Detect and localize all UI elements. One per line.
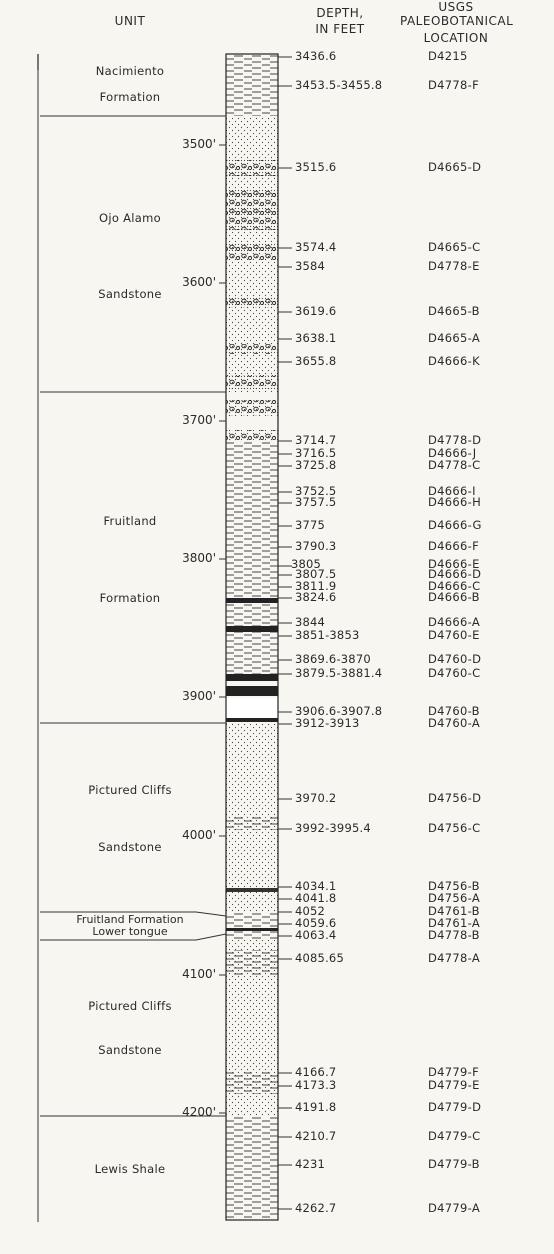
sample-location: D4778-D [428, 433, 482, 447]
sample-location: D4761-A [428, 916, 480, 930]
sample-location: D4761-B [428, 904, 480, 918]
sample-location: D4756-C [428, 821, 481, 835]
sample-location: D4665-A [428, 331, 480, 345]
unit-header: UNIT [114, 14, 146, 28]
depth-tick-label: 4100' [182, 967, 216, 981]
unit-label-ojo-alamo-sandstone: Sandstone [98, 287, 162, 301]
depth-tick-marks [219, 145, 226, 1113]
sample-location: D4779-E [428, 1078, 480, 1092]
sample-depth: 3992-3995.4 [295, 821, 371, 835]
sample-leader-lines [278, 57, 292, 1209]
depth-tick-label: 3600' [182, 275, 216, 289]
sample-depth: 3716.5 [295, 446, 337, 460]
unit-label-nacimiento: Nacimiento [95, 64, 165, 78]
sample-location: D4666-A [428, 615, 480, 629]
sample-depth: 3807.5 [295, 567, 337, 581]
sample-depth: 3775 [295, 518, 326, 532]
sample-depth: 3619.6 [295, 304, 337, 318]
sample-depth: 3515.6 [295, 160, 337, 174]
sample-location: D4666-H [428, 495, 482, 509]
sample-location: D4756-D [428, 791, 482, 805]
sample-location: D4666-J [428, 446, 477, 460]
unit-label-fruitland-lower-tongue-1: Fruitland Formation [76, 913, 184, 926]
sample-location: D4215 [428, 49, 468, 63]
sample-depth: 4059.6 [295, 916, 337, 930]
depth-tick-label: 3700' [182, 413, 216, 427]
sample-location: D4779-A [428, 1201, 480, 1215]
sample-location: D4778-E [428, 259, 480, 273]
depth-tick-label: 3900' [182, 689, 216, 703]
sample-depth: 3805 [291, 557, 322, 571]
sample-location: D4778-A [428, 951, 480, 965]
sample-location: D4666-G [428, 518, 482, 532]
unit-label-pictured-cliffs: Pictured Cliffs [88, 783, 172, 797]
sample-location: D4665-D [428, 160, 482, 174]
depth-tick-label: 3800' [182, 551, 216, 565]
sample-depth: 4166.7 [295, 1065, 337, 1079]
sample-depth: 4052 [295, 904, 326, 918]
unit-label-ojo-alamo: Ojo Alamo [99, 211, 161, 225]
location-header-line3: LOCATION [423, 31, 489, 45]
sample-location: D4666-I [428, 484, 476, 498]
sample-depth: 4085.65 [295, 951, 344, 965]
sample-depth: 4041.8 [295, 891, 337, 905]
sample-depth: 3879.5-3881.4 [295, 666, 383, 680]
unit-label-lewis-shale: Lewis Shale [94, 1162, 166, 1176]
sample-location: D4778-F [428, 78, 479, 92]
sample-location: D4779-D [428, 1100, 482, 1114]
sample-location: D4756-A [428, 891, 480, 905]
sample-depth: 4173.3 [295, 1078, 337, 1092]
unit-label-pictured-cliffs-sandstone: Sandstone [98, 840, 162, 854]
sample-location: D4779-B [428, 1157, 480, 1171]
sample-depth: 4063.4 [295, 928, 337, 942]
depth-tick-label: 4200' [182, 1105, 216, 1119]
depth-tick-label: 4000' [182, 828, 216, 842]
sample-location: D4760-B [428, 704, 480, 718]
sample-location: D4760-E [428, 628, 480, 642]
sample-location: D4779-C [428, 1129, 481, 1143]
sample-location: D4665-C [428, 240, 481, 254]
sample-depth: 3970.2 [295, 791, 337, 805]
sample-depth: 4231 [295, 1157, 326, 1171]
location-header-line1: USGS [438, 0, 474, 14]
sample-depth: 3844 [295, 615, 326, 629]
sample-location: D4665-B [428, 304, 480, 318]
sample-depth: 3584 [295, 259, 326, 273]
sample-location: D4756-B [428, 879, 480, 893]
sample-depth: 3574.4 [295, 240, 337, 254]
depth-header-line2: IN FEET [315, 22, 365, 36]
depth-header-line1: DEPTH, [316, 6, 364, 20]
unit-label-sandstone-2: Sandstone [98, 1043, 162, 1057]
sample-depth: 4034.1 [295, 879, 337, 893]
sample-depth: 3725.8 [295, 458, 337, 472]
sample-location: D4666-D [428, 567, 482, 581]
sample-depth: 3851-3853 [295, 628, 360, 642]
sample-depth: 3655.8 [295, 354, 337, 368]
sample-depth: 4210.7 [295, 1129, 337, 1143]
sample-depth: 3436.6 [295, 49, 337, 63]
location-header-line2: PALEOBOTANICAL [400, 14, 514, 28]
sample-depth: 3869.6-3870 [295, 652, 371, 666]
sample-location: D4760-A [428, 716, 480, 730]
sample-location: D4779-F [428, 1065, 479, 1079]
sample-depth: 3790.3 [295, 539, 337, 553]
depth-tick-label: 3500' [182, 137, 216, 151]
sample-depth: 3811.9 [295, 579, 337, 593]
unit-label-fruitland: Fruitland [103, 514, 157, 528]
sample-depth: 3714.7 [295, 433, 337, 447]
sample-depth: 3912-3913 [295, 716, 360, 730]
sample-depth: 3752.5 [295, 484, 337, 498]
unit-label-pictured-cliffs-2: Pictured Cliffs [88, 999, 172, 1013]
sample-depth: 3757.5 [295, 495, 337, 509]
sample-depth: 3453.5-3455.8 [295, 78, 383, 92]
sample-location: D4666-C [428, 579, 481, 593]
sample-depth: 3906.6-3907.8 [295, 704, 383, 718]
sample-depth: 3638.1 [295, 331, 337, 345]
sample-location: D4778-B [428, 928, 480, 942]
sample-depth: 4191.8 [295, 1100, 337, 1114]
sample-depth: 3824.6 [295, 590, 337, 604]
sample-location: D4760-D [428, 652, 482, 666]
sample-location: D4778-C [428, 458, 481, 472]
sample-location: D4666-F [428, 539, 479, 553]
sample-location: D4760-C [428, 666, 481, 680]
sample-location: D4666-B [428, 590, 480, 604]
unit-label-fruitland-formation: Formation [99, 591, 161, 605]
unit-label-nacimiento-formation: Formation [99, 90, 161, 104]
sample-location: D4666-K [428, 354, 480, 368]
lithology-column [226, 54, 278, 1220]
sample-depth: 4262.7 [295, 1201, 337, 1215]
unit-label-fruitland-lower-tongue-2: Lower tongue [92, 925, 168, 938]
sample-location: D4666-E [428, 557, 480, 571]
